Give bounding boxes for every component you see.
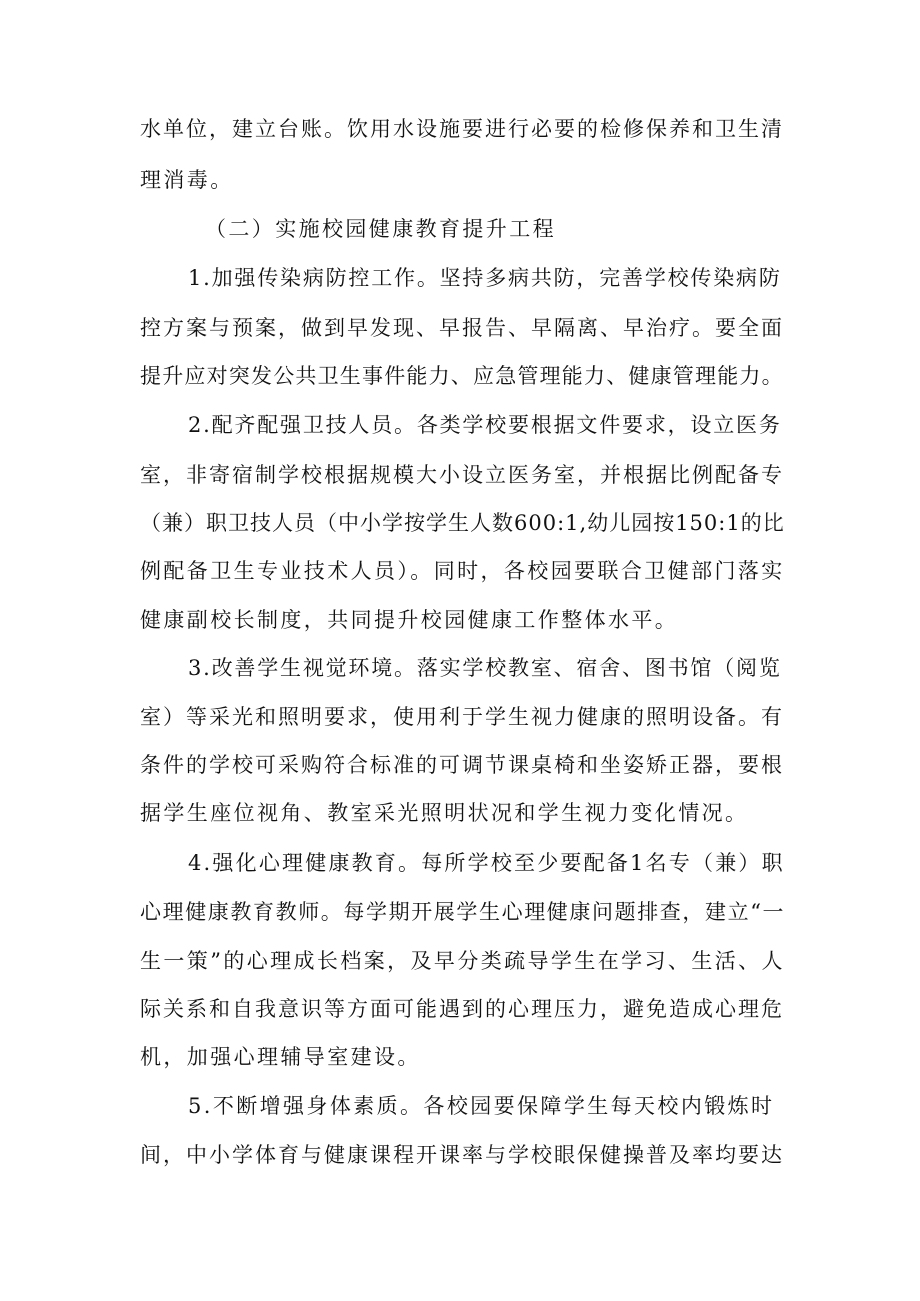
text-line: 例配备卫生专业技术人员）。同时，各校园要联合卫健部门落实 (140, 559, 785, 583)
text-line: 心理健康教育教师。每学期开展学生心理健康问题排查，建立“一 (140, 900, 786, 924)
text-line: 室）等采光和照明要求，使用利于学生视力健康的照明设备。有 (140, 705, 784, 729)
text-line: 理消毒。 (140, 168, 234, 192)
section-heading: （二）实施校园健康教育提升工程 (205, 217, 556, 241)
text-line: 水单位，建立台账。饮用水设施要进行必要的检修保养和卫生清 (140, 117, 784, 141)
paragraph-3-line: 3.改善学生视觉环境。落实学校教室、宿舍、图书馆（阅览 (188, 656, 782, 680)
text-line: 际关系和自我意识等方面可能遇到的心理压力，避免造成心理危 (140, 997, 784, 1021)
text-line: 控方案与预案，做到早发现、早报告、早隔离、早治疗。要全面 (140, 316, 784, 340)
text-line: 间，中小学体育与健康课程开课率与学校眼保健操普及率均要达 (140, 1143, 784, 1167)
text-line: 机，加强心理辅导室建设。 (140, 1045, 421, 1069)
text-line: 提升应对突发公共卫生事件能力、应急管理能力、健康管理能力。 (140, 364, 784, 388)
paragraph-4-line: 4.强化心理健康教育。每所学校至少要配备1名专（兼）职 (188, 851, 785, 875)
paragraph-2-line: 2.配齐配强卫技人员。各类学校要根据文件要求，设立医务 (188, 413, 782, 437)
paragraph-1-line: 1.加强传染病防控工作。坚持多病共防，完善学校传染病防 (188, 266, 782, 290)
paragraph-5-line: 5.不断增强身体素质。各校园要保障学生每天校内锻炼时 (188, 1094, 775, 1118)
text-line: 据学生座位视角、教室采光照明状况和学生视力变化情况。 (140, 801, 749, 825)
text-line: 室，非寄宿制学校根据规模大小设立医务室，并根据比例配备专 (140, 463, 784, 487)
text-line: 健康副校长制度，共同提升校园健康工作整体水平。 (140, 608, 679, 632)
text-line: 生一策”的心理成长档案，及早分类疏导学生在学习、生活、人 (140, 949, 785, 973)
text-line: 条件的学校可采购符合标准的可调节课桌椅和坐姿矫正器，要根 (140, 753, 784, 777)
text-line: （兼）职卫技人员（中小学按学生人数600:1,幼儿园按150:1的比 (140, 511, 785, 535)
